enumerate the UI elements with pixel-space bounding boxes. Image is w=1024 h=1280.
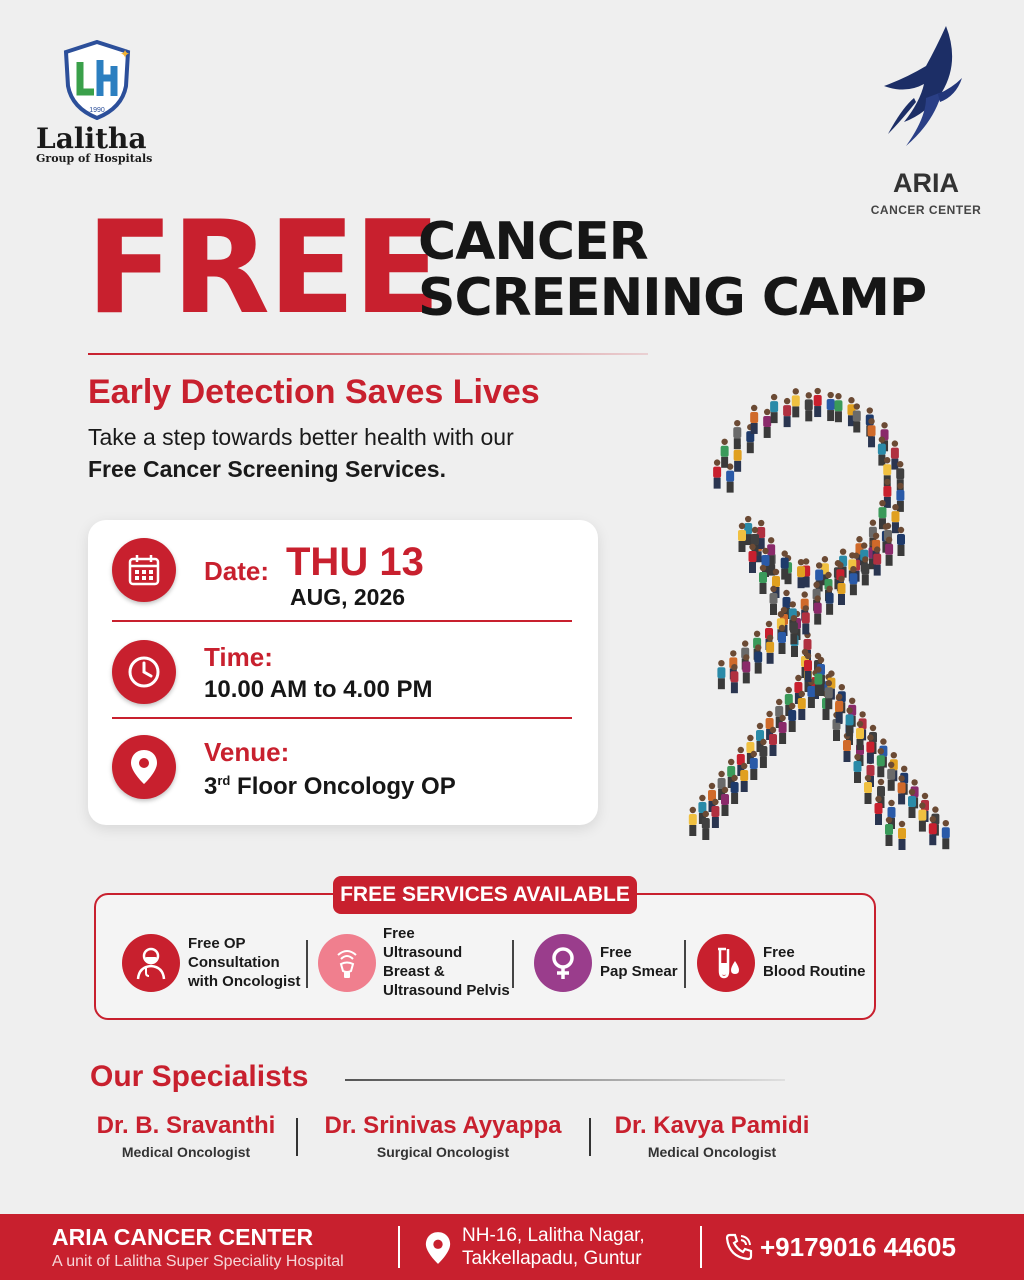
service-text: Free Pap Smear	[600, 944, 678, 980]
aria-name: ARIA	[893, 168, 959, 198]
service-op-consultation	[122, 934, 302, 998]
blood-tube-icon	[697, 934, 755, 992]
person-figure	[702, 811, 710, 840]
person-figure	[749, 544, 757, 573]
person-figure	[759, 739, 767, 768]
footer-divider	[398, 1226, 400, 1268]
location-pin-icon	[424, 1230, 452, 1266]
person-figure	[730, 664, 738, 693]
person-figure	[877, 748, 885, 777]
person-figure	[929, 816, 937, 845]
person-figure	[814, 388, 822, 417]
service-ultrasound	[318, 925, 510, 999]
lalitha-name: Lalitha	[36, 122, 147, 155]
info-divider	[112, 620, 572, 622]
time-value: 10.00 AM to 4.00 PM	[204, 676, 433, 703]
headline-title	[418, 214, 926, 326]
specialist-role: Medical Oncologist	[121, 1144, 251, 1160]
person-figure	[770, 586, 778, 615]
aria-logo	[856, 22, 996, 217]
date-day: THU 13	[286, 540, 424, 584]
person-figure	[834, 393, 842, 422]
venue-text: Floor Oncology OP	[237, 773, 456, 800]
person-figure	[744, 516, 752, 545]
service-text: Free OP Consultation with Oncologist	[188, 935, 301, 990]
date-label: Date:	[204, 556, 270, 586]
person-figure	[788, 703, 796, 732]
person-figure	[814, 666, 822, 695]
person-figure	[868, 418, 876, 447]
service-blood-routine	[697, 934, 867, 998]
svg-text:✦: ✦	[120, 47, 131, 61]
person-figure	[790, 615, 798, 644]
person-figure	[754, 644, 762, 673]
info-divider	[112, 717, 572, 719]
person-figure	[885, 817, 893, 846]
person-figure	[713, 459, 721, 488]
person-figure	[726, 463, 734, 492]
services-title: FREE SERVICES AVAILABLE	[333, 876, 637, 914]
person-figure	[838, 576, 846, 605]
person-figure	[866, 734, 874, 763]
service-text: Free Ultrasound Breast & Ultrasound Pelvis	[383, 925, 510, 999]
person-figure	[769, 727, 777, 756]
footer-divider	[700, 1226, 702, 1268]
person-figure	[717, 660, 725, 689]
footer-subtitle: A unit of Lalitha Super Speciality Hospital	[52, 1253, 344, 1270]
venue-value	[204, 773, 456, 801]
date-month-year: AUG, 2026	[290, 584, 406, 610]
intro-line-2: Free Cancer Screening Services.	[88, 456, 446, 482]
ultrasound-icon	[318, 934, 376, 992]
aria-bird-icon	[876, 22, 976, 162]
doctor-icon	[122, 934, 180, 992]
calendar-icon	[112, 538, 176, 602]
venue-ordinal-suffix: rd	[217, 773, 231, 788]
person-figure	[849, 566, 857, 595]
person-figure	[792, 388, 800, 417]
specialist-1	[86, 1112, 286, 1160]
person-figure	[897, 527, 905, 556]
service-divider	[306, 940, 308, 988]
intro-line-1: Take a step towards better health with our	[88, 424, 514, 450]
person-figure	[721, 787, 729, 816]
person-figure	[846, 707, 854, 736]
person-figure	[797, 559, 805, 588]
person-figure	[689, 807, 697, 836]
tagline: Early Detection Saves Lives	[88, 373, 540, 411]
person-figure	[804, 653, 812, 682]
person-figure	[826, 586, 834, 615]
footer-bar	[0, 1214, 1024, 1280]
person-figure	[778, 625, 786, 654]
person-figure	[898, 775, 906, 804]
service-text: Free Blood Routine	[763, 944, 866, 980]
footer-phone[interactable]: +9179016 44605	[760, 1232, 956, 1262]
service-divider	[684, 940, 686, 988]
footer-title: ARIA CANCER CENTER	[52, 1224, 314, 1250]
person-figure	[807, 679, 815, 708]
person-figure	[854, 754, 862, 783]
specialist-divider	[589, 1118, 591, 1156]
person-figure	[942, 820, 950, 849]
person-figure	[805, 392, 813, 421]
person-figure	[711, 799, 719, 828]
person-figure	[814, 595, 822, 624]
specialist-name: Dr. B. Sravanthi	[96, 1112, 276, 1139]
person-figure	[750, 405, 758, 434]
event-details-card	[88, 520, 598, 825]
person-figure	[835, 694, 843, 723]
female-symbol-icon	[534, 934, 592, 992]
headline-line-2: SCREENING CAMP	[418, 268, 927, 328]
person-figure	[856, 721, 864, 750]
lalitha-subtitle: Group of Hospitals	[36, 152, 153, 165]
person-figure	[721, 439, 729, 468]
phone-icon	[724, 1232, 754, 1262]
aria-subtitle: CANCER CENTER	[870, 203, 982, 217]
person-figure	[898, 821, 906, 850]
specialist-role: Surgical Oncologist	[376, 1144, 510, 1160]
service-divider	[512, 940, 514, 988]
specialist-divider	[296, 1118, 298, 1156]
person-figure	[798, 691, 806, 720]
footer-address: NH-16, Lalitha Nagar, Takkellapadu, Guntur	[462, 1225, 645, 1269]
person-figure	[885, 537, 893, 566]
svg-text:1990: 1990	[89, 107, 105, 114]
person-figure	[738, 523, 746, 552]
lalitha-logo	[36, 40, 166, 170]
person-figure	[843, 733, 851, 762]
location-pin-icon	[112, 735, 176, 799]
headline-free: FREE	[86, 194, 439, 343]
venue-ordinal: 3	[204, 773, 218, 800]
person-figure	[733, 420, 741, 449]
headline-line-1: CANCER	[418, 212, 648, 272]
awareness-ribbon-people-illustration	[660, 370, 980, 880]
person-figure	[759, 565, 767, 594]
person-figure	[779, 715, 787, 744]
specialist-name: Dr. Srinivas Ayyappa	[324, 1112, 562, 1139]
person-figure	[918, 802, 926, 831]
person-figure	[740, 763, 748, 792]
person-figure	[887, 762, 895, 791]
specialist-2	[306, 1112, 580, 1160]
person-figure	[757, 520, 765, 549]
person-figure	[875, 796, 883, 825]
specialist-role: Medical Oncologist	[647, 1144, 777, 1160]
person-figure	[873, 546, 881, 575]
specialists-divider	[345, 1079, 785, 1081]
person-figure	[908, 789, 916, 818]
person-figure	[750, 751, 758, 780]
intro-text	[88, 421, 648, 485]
service-pap-smear	[534, 934, 684, 998]
venue-label: Venue:	[204, 737, 290, 767]
clock-icon	[112, 640, 176, 704]
specialists-title: Our Specialists	[90, 1060, 309, 1093]
person-figure	[766, 635, 774, 664]
specialist-3	[598, 1112, 826, 1160]
person-figure	[770, 394, 778, 423]
person-figure	[731, 775, 739, 804]
lalitha-shield-icon	[62, 40, 132, 120]
person-figure	[802, 605, 810, 634]
person-figure	[742, 654, 750, 683]
person-figure	[781, 550, 789, 579]
person-figure	[853, 403, 861, 432]
person-figure	[825, 680, 833, 709]
headline-divider	[88, 353, 648, 355]
person-figure	[864, 775, 872, 804]
person-figure	[783, 398, 791, 427]
person-figure	[763, 409, 771, 438]
specialist-name: Dr. Kavya Pamidi	[614, 1112, 810, 1139]
person-figure	[827, 392, 835, 421]
time-label: Time:	[204, 642, 273, 672]
person-figure	[861, 556, 869, 585]
